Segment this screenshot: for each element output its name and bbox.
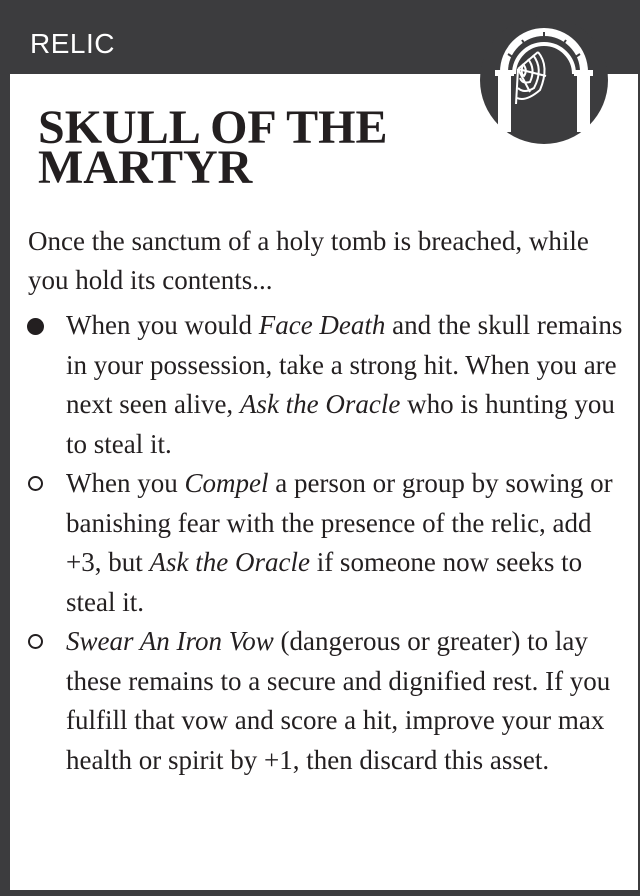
ability-text-segment: if someone now seeks to steal it. (66, 547, 583, 617)
ability-item (26, 464, 626, 622)
move-name: Compel (184, 468, 269, 498)
card-intro-text: Once the sanctum of a holy tomb is breached, while you hold its contents... (28, 226, 589, 295)
move-name: Swear An Iron Vow (66, 626, 274, 656)
ability-checkbox-unchecked[interactable] (28, 634, 43, 649)
ability-text-segment: When you (66, 468, 185, 498)
ability-text-segment: who is hunting you to steal it. (66, 389, 615, 459)
ability-text-segment: and the skull remains in your possession, take a strong hit. When you are next seen alive, (66, 310, 623, 419)
ability-text-segment: a person or group by sowing or banishing fear with the presence of the relic, add +3, but (66, 468, 613, 577)
move-name: Ask the Oracle (239, 389, 401, 419)
move-name: Face Death (258, 310, 386, 340)
card-title: SKULL OF THE MARTYR (38, 101, 388, 194)
ability-text (66, 310, 622, 459)
ability-checkbox-checked[interactable] (27, 318, 44, 335)
ability-item (26, 622, 626, 780)
ability-list (26, 306, 626, 780)
asset-type-label: RELIC (30, 28, 115, 59)
ruined-archway-cobweb-icon (478, 14, 610, 146)
ability-item (26, 306, 626, 464)
ability-text (66, 468, 613, 617)
ability-text-segment: (dangerous or greater) to lay these remains to a secure and dignified rest. If you fulfill that vow and score a hit, improve your max health or spirit by +1, then discard this asset. (66, 626, 611, 775)
ability-text-segment: When you would (66, 310, 259, 340)
move-name: Ask the Oracle (149, 547, 310, 577)
ability-checkbox-unchecked[interactable] (28, 476, 43, 491)
ability-text (66, 626, 610, 775)
